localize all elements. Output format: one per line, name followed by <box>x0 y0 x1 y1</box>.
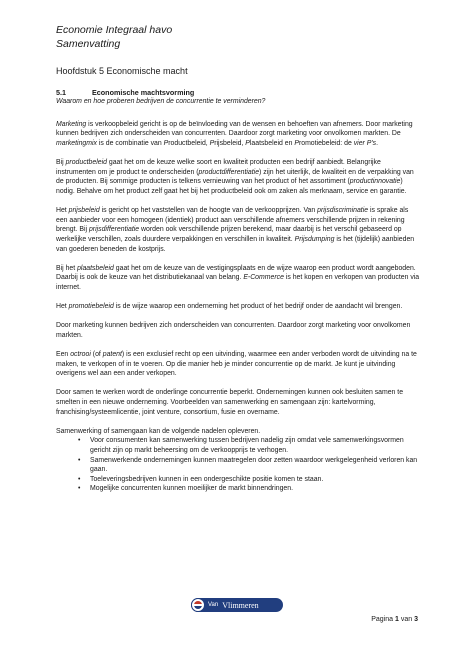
text: is het kopen en verkopen van producten via internet. <box>56 274 420 291</box>
paragraph-octrooi <box>56 350 420 379</box>
text: (of <box>90 351 103 359</box>
term-vier-ps: vier P's <box>353 139 377 147</box>
p-letter: P <box>163 139 169 147</box>
section-number: 5.1 <box>56 87 66 97</box>
text: ) zijn het uiterlijk, de kwaliteit en de verpakking van de producten. Bij sommige producten is telkens vernieuwing van het product of het assortiment ( <box>56 168 414 186</box>
logo-emblem-icon <box>191 598 205 612</box>
page-of: van <box>398 616 415 623</box>
text: is de combinatie van <box>96 139 164 147</box>
term-marketingmix: marketingmix <box>56 139 97 147</box>
section-title: Economische machtsvorming <box>92 87 195 97</box>
term-prijsdiscriminatie: prijsdiscriminatie <box>317 207 369 215</box>
text: romotiebeleid: de <box>298 139 354 147</box>
page-current: 1 <box>395 616 399 623</box>
text: is gericht op het vaststellen van de hoogte van de verkoopprijzen. Van <box>99 207 318 215</box>
list-item: • Toeleveringsbedrijven kunnen in een ondergeschikte positie komen te staan. <box>90 475 420 485</box>
logo-flag-icon <box>194 601 202 609</box>
page-total: 3 <box>414 616 418 623</box>
list-item: • Mogelijke concurrenten kunnen moeilijker de markt binnendringen. <box>90 484 420 494</box>
text: rijsbeleid, <box>214 139 246 147</box>
text: laatsbeleid en <box>249 139 295 147</box>
paragraph-samenwerking: Door samen te werken wordt de onderlinge concurrentie beperkt. Ondernemingen kunnen ook besluiten samen te smelten in een nieuwe onderneming. Voorbeelden van samenwerking en samengaan zijn: kartelvorming, franchising/systeemlicentie, joint venture, consortium, fusie en overname. <box>56 389 404 416</box>
p-letter: P <box>209 139 215 147</box>
text: ) is een exclusief recht op een uitvinding, waarmee een ander verboden wordt de uitvinding na te maken, te verkopen of in te voeren. Op die manier heb je minder concurrentie op de markt. Je kunt je uitvinding overigens wel aan een ander verkopen. <box>56 351 417 378</box>
text: is sprake als een aanbieder voor een homogeen (identiek) product aan verschillende afnemers verschillende prijzen in rekening brengt. Bij <box>56 207 409 234</box>
term-marketing: Marketing <box>56 120 87 128</box>
list-item: • Samenwerkende ondernemingen kunnen maatregelen door zetten waardoor werkgelegenheid verloren kan gaan. <box>90 456 420 475</box>
chapter-heading: Hoofdstuk 5 Economische macht <box>56 66 188 76</box>
text: Bij het <box>56 264 78 272</box>
nadelen-list <box>56 436 420 494</box>
paragraph-marketing-summary: Door marketing kunnen bedrijven zich onderscheiden van concurrenten. Daardoor zorgt marketing voor onvolkomen markten. <box>56 322 411 339</box>
text: is de wijze waarop een onderneming het product of het bedrijf onder de aandacht wil brengen. <box>113 303 403 311</box>
term-promotiebeleid: promotiebeleid <box>68 303 114 311</box>
paragraph-nadelen-intro: Samenwerking of samengaan kan de volgende nadelen opleveren. <box>56 427 261 435</box>
text: gaat het om de keuze van de vestigingsplaats en de wijze waarop een product wordt aangeboden. Daarbij is ook de keuze van het distributiekanaal van belang. <box>56 264 416 282</box>
van-vlimmeren-logo <box>191 598 283 612</box>
term-prijsdumping: Prijsdumping <box>294 235 335 243</box>
text: Bij <box>56 159 66 167</box>
p-letter: P <box>245 139 250 147</box>
logo-text: Vlimmeren <box>222 600 259 610</box>
text: is verkoopbeleid gericht is op de beïnvloeding van de wensen en behoeften van afnemers. Door marketing kunnen bedrijven zich onderscheiden van concurrenten. Daardoor zorgt marketing voor onvolkomen markten. De <box>56 120 413 138</box>
term-productinnovatie: productinnovatie <box>349 178 401 186</box>
doc-title <box>56 24 420 51</box>
document-body <box>56 24 420 494</box>
term-productdifferentiatie: productdifferentiatie <box>198 168 260 176</box>
title-line-2: Samenvatting <box>56 37 121 50</box>
text: Het <box>56 303 69 311</box>
text: ) nodig. Behalve om het product zelf gaat het bij het productbeleid ook om zaken als merknaam, service en garantie. <box>56 178 407 195</box>
term-prijsdifferentiatie: prijsdifferentiatie <box>88 226 140 234</box>
text: is het (tijdelijk) aanbieden van goederen beneden de kostprijs. <box>56 235 415 253</box>
text: worden ook verschillende prijzen berekend, maar daarbij is het verschil gebaseerd op werkelijke verschillen, zoals duurdere verpakkingen en verschillen in kwaliteit. <box>56 226 402 243</box>
term-patent: patent <box>102 351 122 359</box>
paragraph-promotiebeleid <box>56 302 420 312</box>
term-prijsbeleid: prijsbeleid <box>68 207 100 215</box>
paragraph-plaatsbeleid <box>56 264 420 293</box>
page-label: Pagina <box>371 616 395 623</box>
section-heading <box>56 88 420 98</box>
term-plaatsbeleid: plaatsbeleid <box>77 264 114 272</box>
text: roductbeleid, <box>168 139 210 147</box>
term-octrooi: octrooi <box>70 351 91 359</box>
p-letter: P <box>294 139 299 147</box>
term-productbeleid: productbeleid <box>65 159 107 167</box>
term-e-commerce: E-Commerce <box>243 274 284 282</box>
text: Het <box>56 207 69 215</box>
list-item: • Voor consumenten kan samenwerking tussen bedrijven nadelig zijn omdat vele samenwerkingsvormen gericht zijn op markt beheersing om de verkoopprijs te verhogen. <box>90 436 420 455</box>
text: Een <box>56 351 71 359</box>
text: . <box>376 139 379 147</box>
title-line-1: Economie Integraal havo <box>56 24 173 36</box>
paragraph-marketing <box>56 120 420 149</box>
page-number <box>371 616 418 623</box>
paragraph-prijsbeleid <box>56 206 420 254</box>
text: gaat het om de keuze welke soort en kwaliteit producten een bedrijf aanbiedt. Belangrijke instrumenten om je product te onderscheiden ( <box>56 159 381 176</box>
section-subtitle: Waarom en hoe proberen bedrijven de concurrentie te verminderen? <box>56 98 266 106</box>
paragraph-productbeleid <box>56 158 420 196</box>
logo-small-text: Van <box>208 602 219 608</box>
